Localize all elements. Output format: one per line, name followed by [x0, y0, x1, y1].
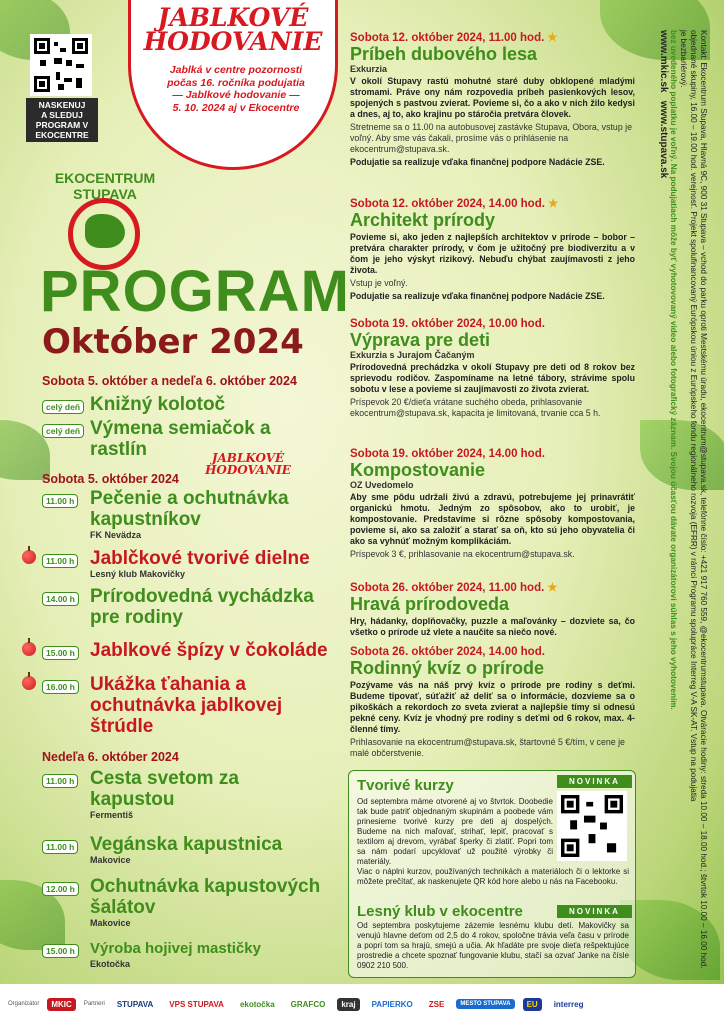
logo-kraj: kraj: [337, 998, 359, 1011]
event-support: Podujatie sa realizuje vďaka finančnej podpore Nadácie ZSE.: [350, 291, 605, 301]
event-title: Príbeh dubového lesa: [350, 44, 538, 64]
small-hodovanie-badge: JABLKOVÉ HODOVANIE: [205, 451, 291, 477]
qr-code-icon: [561, 795, 623, 857]
logo-eu: EU: [523, 998, 542, 1011]
event-org: Lesný klub Makovičky: [90, 569, 186, 579]
event-date: Sobota 26. október 2024, 14.00 hod.: [350, 646, 545, 658]
event-org: Makovice: [90, 855, 131, 865]
event-info: Príspevok 3 €, prihlasovanie na ekocentrum@stupava.sk.: [350, 549, 575, 559]
qr-code-top: [30, 34, 92, 96]
web-link-stupava[interactable]: www.stupava.sk: [658, 100, 669, 179]
star-icon: ★: [547, 582, 558, 594]
event-org: FK Nevädza: [90, 530, 142, 540]
event-sub: Exkurzia s Jurajom Čačaným: [350, 350, 475, 360]
right-event: [350, 580, 635, 638]
event-desc: Aby sme pôdu udržali živú a zdravú, potrebujeme jej prinavrátiť organickú hmotu. Jedným zo spôsobov, ako to urobiť, je kompostovanie. Predstavíme si rôzne spôsoby kompostovania, povieme si, ako sa založiť a starať sa oň, kto sú jeho obyvatelia či ako sa vyhnúť možným komplikáciám.: [350, 492, 635, 546]
badge-text: Jablká v centre pozornosti počas 16. ročníka podujatia — Jablkové hodovanie — 5. 10. 2024 aj v Ekocentre: [167, 64, 305, 114]
event-info: Vstup je voľný.: [350, 278, 408, 288]
event-desc: Pozývame vás na náš prvý kvíz o prírode pre rodiny s deťmi. Budeme tipovať, súťažiť až deliť sa o informácie, dozvieme sa o pikoškách a rekordoch zo sveta zvierat a najlepšie tímy si odnesú pekné ceny. Kvíz je vhodný pre rodiny s deťmi od 6 rokov, max. 4-členné tímy.: [350, 680, 635, 734]
time-chip: 11.00 h: [42, 494, 78, 508]
web-link-mkic[interactable]: www.mkic.sk: [658, 30, 669, 93]
event-title: Rodinný kvíz o prírode: [350, 658, 545, 678]
event-date: Sobota 26. október 2024, 11.00 hod. ★: [350, 582, 558, 594]
right-event: [350, 448, 635, 560]
box-text-more: Viac o náplni kurzov, používaných technikách a materiáloch či o lektorke si môžete prečítať, ak naskenujete QR kód hore alebo u nás na Facebooku.: [357, 867, 629, 886]
logo-zse: ZSE: [428, 999, 445, 1009]
event-title: Výprava pre deti: [350, 330, 491, 350]
box-title-kurzy: Tvorivé kurzy: [357, 777, 454, 794]
event-name: Ukážka ťahania a ochutnávka jablkovej štrúdle: [90, 674, 283, 737]
time-chip: 14.00 h: [42, 592, 79, 606]
time-chip: 16.00 h: [42, 680, 79, 694]
event-item: [42, 548, 342, 580]
partners-label: Partneri: [83, 1001, 105, 1007]
event-name: Jablkové špízy v čokoláde: [90, 640, 328, 661]
event-info: Príspevok 20 €/dieťa vrátane suchého obeda, prihlasovanie ekocentrum@stupava.sk, kapacita je limitovaná, trvanie cca 5 h.: [350, 397, 601, 418]
event-org: Makovice: [90, 918, 131, 928]
program-title: PROGRAM: [40, 259, 350, 324]
right-event: [350, 318, 635, 419]
event-org: Ekotočka: [90, 959, 131, 969]
event-title: Hravá prírodoveda: [350, 594, 510, 614]
event-date: Sobota 19. október 2024, 14.00 hod.: [350, 448, 545, 460]
time-chip: 11.00 h: [42, 774, 78, 788]
time-chip: 15.00 h: [42, 646, 79, 660]
logo-stupava: STUPAVA: [116, 999, 154, 1009]
right-event: [350, 196, 635, 301]
event-item: [42, 586, 342, 628]
logo-grafco: GRAFCO: [290, 999, 326, 1009]
event-info: Stretneme sa o 11.00 na autobusovej zastávke Stupava, Obora, vstup je voľný. Aby sme vás čakali, prosíme vás o prihlásenie na ekocentrum@stupava.sk.: [350, 122, 632, 154]
vertical-text: Kontakt: Ekocentrum Stupava, Hlavná 9C, 900 31 Stupava – vchod do parku oproti Mestskému úradu, ekocentrum@stupava.sk, telefónne číslo: +421 917 760 559, @ekocentrumstupava. Otváracie hodiny: streda 10.00 – 18.00 hod.; štvrtok 10.00 – 16.00 hod. objednané skupiny, 16.00 – 19.00 hod. verejnosť. Projekt spolufinancovaný Európskou úniou z Európskeho fondu regionálneho rozvoja (EFRR) v rámci Programu spolupráce Interreg V-A SK-AT. Vstup na podujatia je bezbariérový. bez uvedeného poplatku je voľný. Na podujatiach môže byť vyhotovovaný video alebo fotografický záznam. Svojou účasťou dávate organizátorovi súhlas s jeho vyhotovením. www.mkic.sk www.stupava.sk: [658, 30, 708, 969]
lizard-icon: [85, 214, 125, 248]
logo-ekotocka: ekotočka: [239, 999, 275, 1009]
apple-icon: [22, 550, 36, 564]
apple-icon: [22, 642, 36, 656]
logo-mesto: MESTO STUPAVA: [456, 999, 514, 1009]
novinka-badge: NOVINKA: [557, 905, 632, 918]
news-box: [348, 770, 636, 978]
event-sub: Exkurzia: [350, 64, 388, 74]
event-item: [42, 674, 342, 737]
qr-caption: NASKENUJ A SLEDUJ PROGRAM V EKOCENTRE: [26, 98, 98, 142]
vertical-info: [648, 30, 708, 990]
time-chip: celý deň: [42, 424, 84, 438]
event-date: Sobota 12. október 2024, 14.00 hod. ★: [350, 198, 559, 210]
event-name: Pečenie a ochutnávka kapustníkov: [90, 488, 289, 530]
event-item: [42, 394, 342, 415]
time-chip: 11.00 h: [42, 840, 78, 854]
event-item: [42, 488, 342, 541]
event-date: Sobota 19. október 2024, 10.00 hod.: [350, 318, 545, 330]
event-title: Architekt prírody: [350, 210, 496, 230]
logo-interreg: interreg: [553, 999, 584, 1009]
event-item: [42, 834, 342, 866]
event-name: Prírodovedná vychádzka pre rodiny: [90, 586, 314, 628]
event-item: [42, 938, 342, 970]
day-heading: Sobota 5. október 2024: [42, 472, 179, 486]
time-chip: 12.00 h: [42, 882, 79, 896]
logo-mkic: MKIC: [47, 998, 75, 1011]
qr-code-icon: [34, 38, 88, 92]
jablkove-hodovanie-badge: [128, 0, 338, 170]
logo-text: EKOCENTRUM STUPAVA: [54, 170, 156, 202]
event-name: Cesta svetom za kapustou: [90, 768, 239, 810]
star-icon: ★: [547, 32, 558, 44]
day-heading: Sobota 5. október a nedeľa 6. október 2024: [42, 374, 297, 388]
event-date: Sobota 12. október 2024, 11.00 hod. ★: [350, 32, 558, 44]
time-chip: 11.00 h: [42, 554, 78, 568]
event-name: Výroba hojivej mastičky: [90, 940, 261, 957]
event-name: Vegánska kapustnica: [90, 834, 283, 855]
novinka-badge: NOVINKA: [557, 775, 632, 788]
box-text-klub: Od septembra poskytujeme zázemie lesnému klubu detí. Makovičky sa venujú hlavne deťom od 2,5 do 4 rokov, spoločne trávia veľa času v prírode a popri tom sa hrajú, smejú a učia. Ak hľadáte pre svoje dieťa rešpektujúce prostredie a chcete spoznať fungovanie klubu, stačí sa ozvať Janke na čísle 0902 210 500.: [357, 921, 629, 970]
event-item: [42, 876, 342, 929]
event-name: Knižný kolotoč: [90, 394, 226, 415]
right-event: [350, 30, 635, 167]
event-title: Kompostovanie: [350, 460, 486, 480]
apple-icon: [22, 676, 36, 690]
box-title-klub: Lesný klub v ekocentre: [357, 903, 523, 920]
box-text-kurzy: Od septembra máme otvorené aj vo štvrtok. Doobedie tak bude patriť objednaným skupinám a poobede vám prinesieme tvorivé kurzy pre deti aj dospelých. Budeme na nich maľovať, strihať, lepiť, pracovať s textilom aj drevom, vyrábať šperky či zlatiť. Popri tom sa nám podarí upcyklovať už použité výrobky či materiály.: [357, 797, 553, 866]
event-desc: Povieme si, ako jeden z najlepších architektov v prírode – bobor – pretvára charakter prírody, v čom je užitočný pre biodiverzitu a v čom je jeho výskyt rizikový. Nebuďu chýbat zaujímavosti z jeho života.: [350, 232, 635, 275]
event-item: [42, 640, 342, 661]
event-name: Ochutnávka kapustových šalátov: [90, 876, 321, 918]
event-info: Prihlasovanie na ekocentrum@stupava.sk, štartovné 5 €/tím, v cene je malé občerstvenie.: [350, 737, 625, 758]
qr-code-box: [557, 791, 627, 861]
event-desc: Hry, hádanky, doplňovačky, puzzle a maľovánky – dozviete sa, čo všetko o prírode už vlete a naučite sa niečo nové.: [350, 616, 635, 637]
logo-vps: VPS STUPAVA: [169, 999, 224, 1009]
footer-logos: [0, 984, 724, 1024]
time-chip: celý deň: [42, 400, 84, 414]
event-sub: OZ Uvedomelo: [350, 480, 414, 490]
badge-title: JABLKOVÉ HODOVANIE: [143, 3, 323, 56]
organizer-label: Organizátor: [8, 1001, 40, 1007]
event-org: Fermentiš: [90, 810, 134, 820]
star-icon: ★: [547, 198, 559, 210]
right-event: [350, 646, 635, 759]
logo-papierko: PAPIERKO: [371, 999, 413, 1009]
event-support: Podujatie sa realizuje vďaka finančnej podpore Nadácie ZSE.: [350, 157, 605, 167]
event-item: [42, 768, 342, 821]
event-desc: V okolí Stupavy rastú mohutné staré duby obklopené mladými stromami. Práve ony nám rozpovedia príbeh pasienkových lesov, spojených s pastvou zvierat. Povieme si, čo a ako v nich žilo kedysi a dnes, aj to, ako krajinu po stáročia pretvára človek.: [350, 76, 635, 119]
program-month: Október 2024: [42, 322, 304, 362]
event-name: Jablčkové tvorivé dielne: [90, 548, 310, 569]
event-desc: Prírodovedná prechádzka v okolí Stupavy pre deti od 8 rokov bez sprievodu rodičov. Zaspomíname na letné tábory, strávime spolu sobotu v lese a povieme si zaujímavosti zo života zvierat.: [350, 362, 635, 394]
day-heading: Nedeľa 6. október 2024: [42, 750, 179, 764]
event-name: Výmena semiačok a rastlín: [90, 418, 271, 460]
time-chip: 15.00 h: [42, 944, 79, 958]
